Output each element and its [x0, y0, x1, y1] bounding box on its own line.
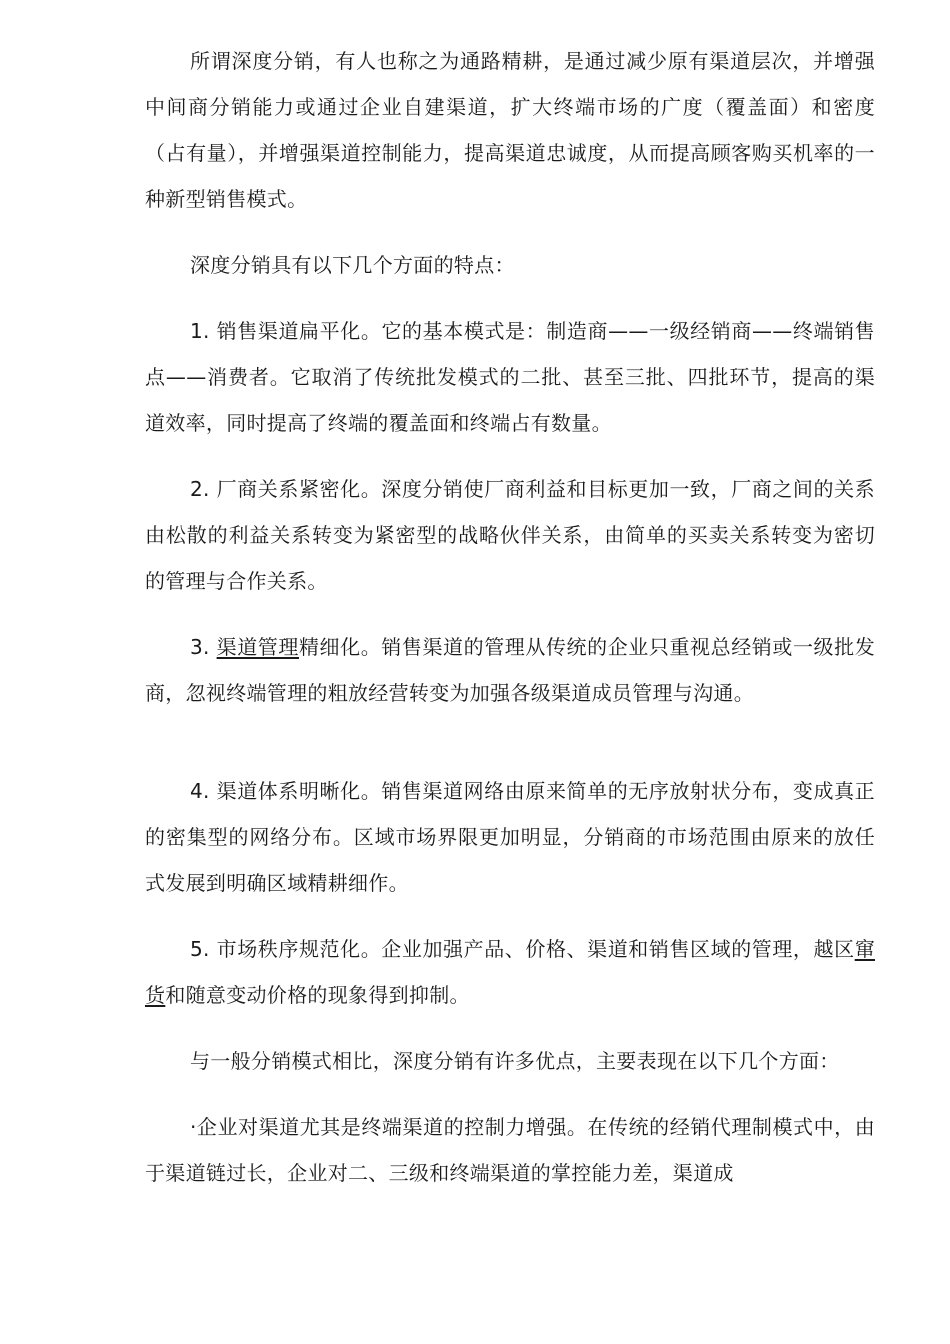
paragraph-feature-5 [145, 926, 875, 1018]
paragraph-advantage-1: ·企业对渠道尤其是终端渠道的控制力增强。在传统的经销代理制模式中，由于渠道链过长，企业对二、三级和终端渠道的掌控能力差，渠道成 [145, 1115, 875, 1185]
paragraph-advantages-intro: 与一般分销模式相比，深度分销有许多优点，主要表现在以下几个方面： [190, 1049, 840, 1073]
paragraph-feature-3 [145, 624, 875, 716]
paragraph-feature-1: 1. 销售渠道扁平化。它的基本模式是：制造商——一级经销商——终端销售点——消费者。它取消了传统批发模式的二批、甚至三批、四批环节，提高的渠道效率，同时提高了终端的覆盖面和终端占有数量。 [145, 319, 875, 435]
feature-3-rest: 精细化。销售渠道的管理从传统的企业只重视总经销或一级批发商，忽视终端管理的粗放经营转变为加强各级渠道成员管理与沟通。 [145, 635, 876, 705]
feature-3-prefix: 3. [190, 635, 217, 659]
link-cross-region-goods[interactable]: 窜货 [145, 937, 875, 1007]
paragraph-feature-2: 2. 厂商关系紧密化。深度分销使厂商利益和目标更加一致，厂商之间的关系由松散的利益关系转变为紧密型的战略伙伴关系，由简单的买卖关系转变为密切的管理与合作关系。 [145, 477, 875, 593]
paragraph-features-intro: 深度分销具有以下几个方面的特点： [190, 253, 515, 277]
feature-5-rest: 和随意变动价格的现象得到抑制。 [165, 983, 470, 1007]
feature-5-prefix: 5. 市场秩序规范化。企业加强产品、价格、渠道和销售区域的管理，越区 [190, 937, 855, 961]
paragraph-definition: 所谓深度分销，有人也称之为通路精耕，是通过减少原有渠道层次，并增强中间商分销能力或通过企业自建渠道，扩大终端市场的广度（覆盖面）和密度（占有量），并增强渠道控制能力，提高渠道忠诚度，从而提高顾客购买机率的一种新型销售模式。 [145, 49, 875, 211]
paragraph-feature-4: 4. 渠道体系明晰化。销售渠道网络由原来简单的无序放射状分布，变成真正的密集型的网络分布。区域市场界限更加明显，分销商的市场范围由原来的放任式发展到明确区域精耕细作。 [145, 779, 875, 895]
document-body [145, 38, 875, 1216]
link-channel-management[interactable]: 渠道管理 [216, 635, 299, 659]
